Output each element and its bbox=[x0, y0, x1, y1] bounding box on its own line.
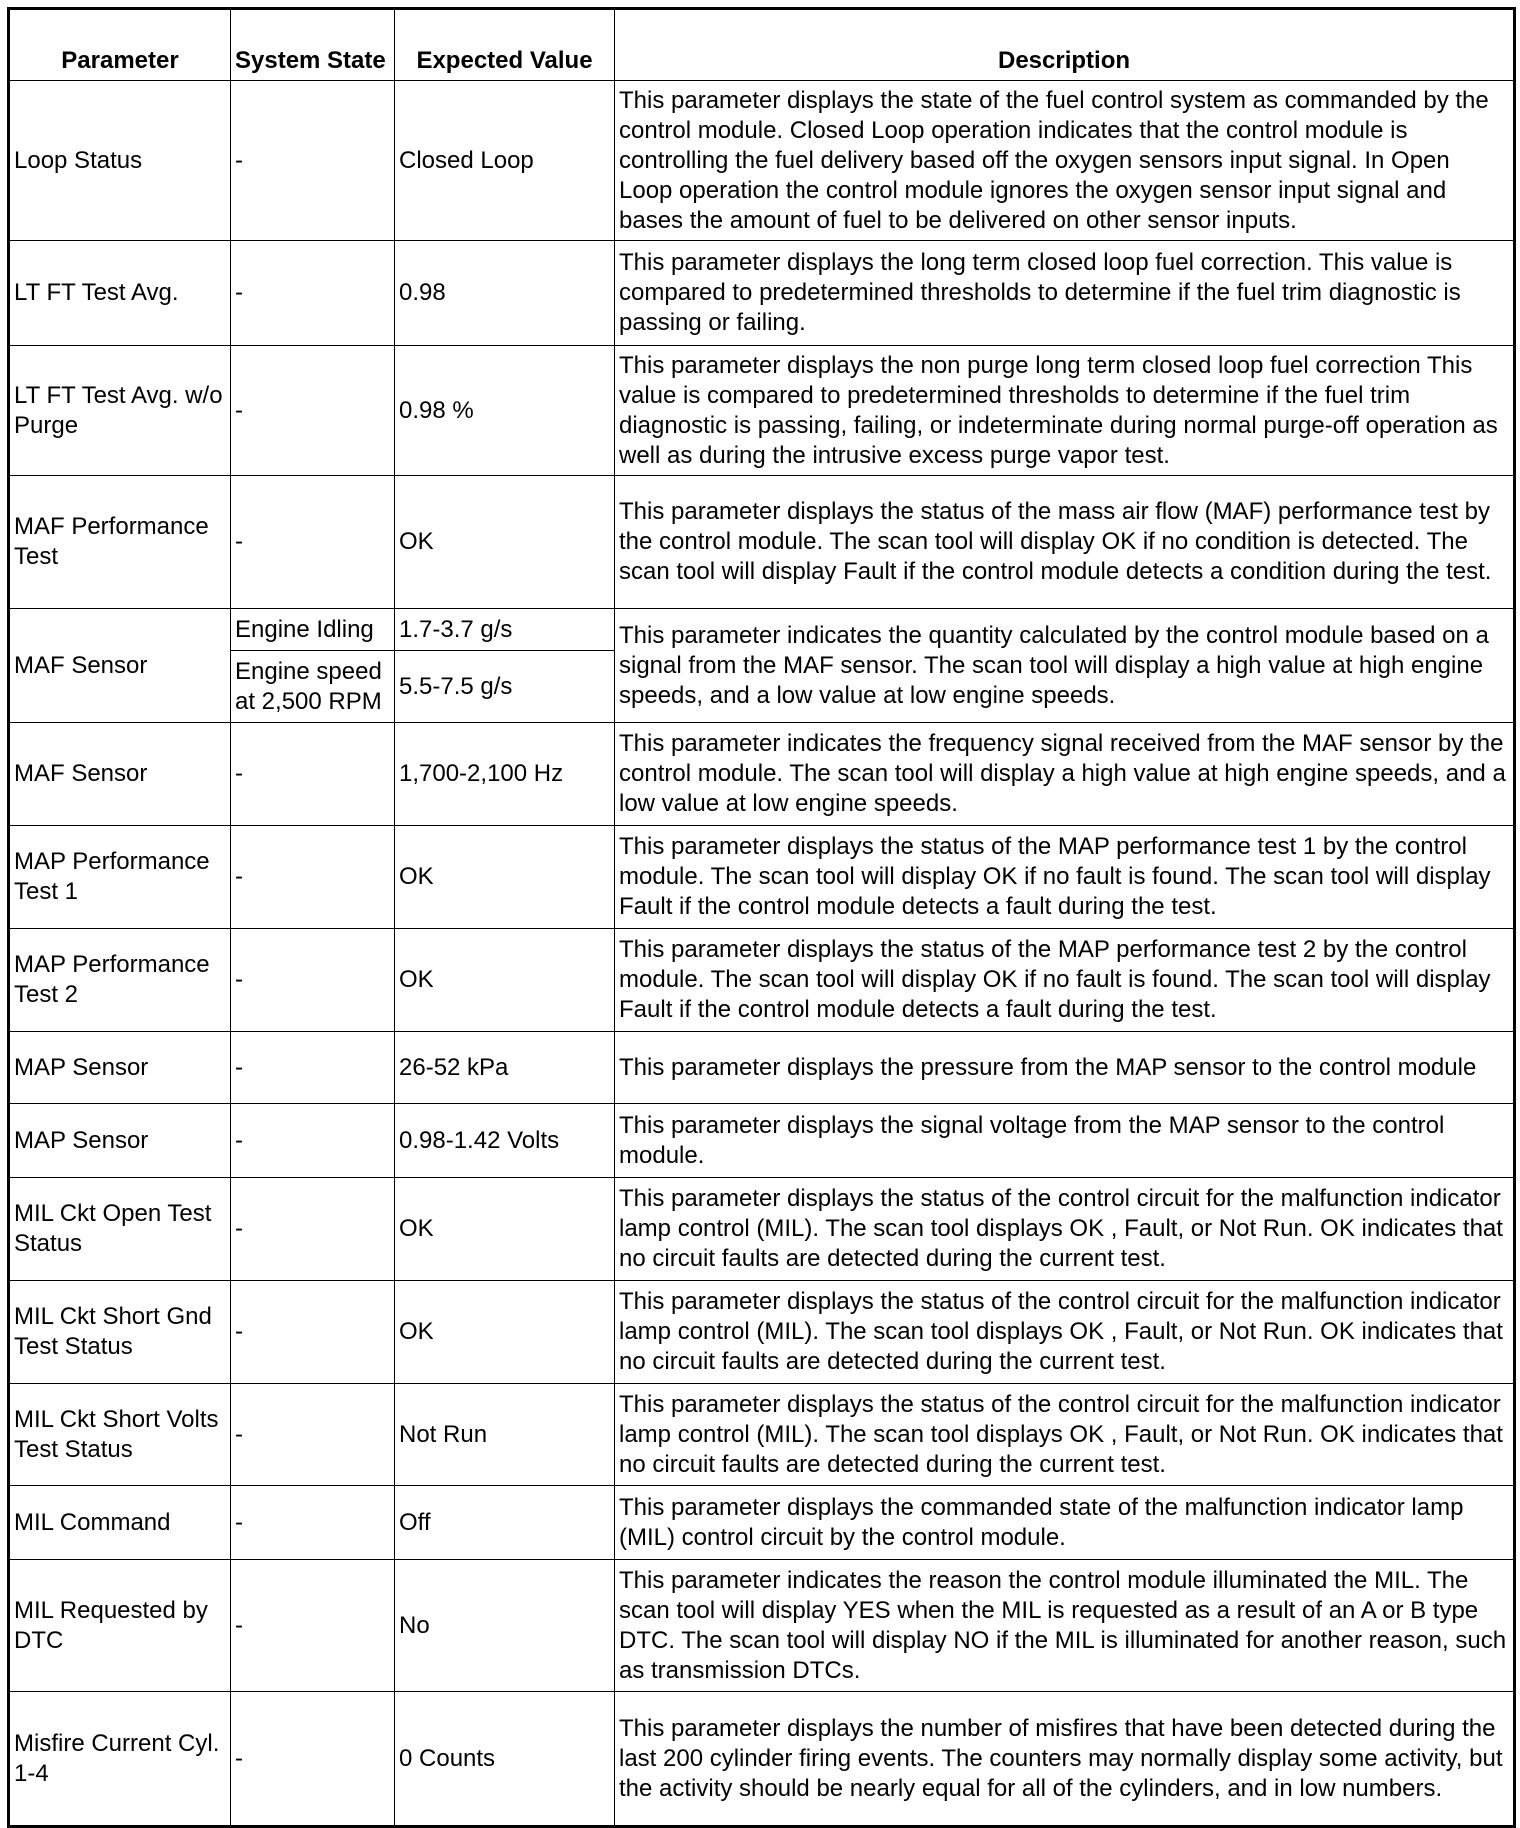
system-state-cell: - bbox=[231, 1384, 395, 1486]
table-row bbox=[9, 1560, 1515, 1692]
expected-value-cell: Not Run bbox=[395, 1384, 615, 1486]
system-state-cell: Engine speed at 2,500 RPM bbox=[231, 651, 395, 723]
expected-value-cell: 0.98 % bbox=[395, 346, 615, 476]
description-cell: This parameter displays the status of the control circuit for the malfunction indicator lamp control (MIL). The scan tool displays OK , Fault, or Not Run. OK indicates that no circuit faults are detected during the current test. bbox=[615, 1384, 1515, 1486]
description-cell: This parameter displays the non purge long term closed loop fuel correction This value is compared to predetermined thresholds to determine if the fuel trim diagnostic is passing, failing, or indeterminate during normal purge-off operation as well as during the intrusive excess purge vapor test. bbox=[615, 346, 1515, 476]
parameter-cell: MIL Ckt Open Test Status bbox=[9, 1178, 231, 1281]
parameter-cell: LT FT Test Avg. w/o Purge bbox=[9, 346, 231, 476]
expected-value-cell: OK bbox=[395, 1178, 615, 1281]
expected-value-cell: Closed Loop bbox=[395, 81, 615, 241]
table-row bbox=[9, 1104, 1515, 1178]
expected-value-cell: 1,700-2,100 Hz bbox=[395, 723, 615, 826]
table-row bbox=[9, 241, 1515, 346]
table-row bbox=[9, 1486, 1515, 1560]
system-state-cell: - bbox=[231, 476, 395, 609]
table-row bbox=[9, 1281, 1515, 1384]
table-row bbox=[9, 476, 1515, 609]
system-state-cell: - bbox=[231, 1486, 395, 1560]
description-cell: This parameter indicates the quantity calculated by the control module based on a signal from the MAF sensor. The scan tool will display a high value at high engine speeds, and a low value at low engine speeds. bbox=[615, 609, 1515, 723]
description-cell: This parameter indicates the reason the control module illuminated the MIL. The scan tool will display YES when the MIL is requested as a result of an A or B type DTC. The scan tool will display NO if the MIL is illuminated for another reason, such as transmission DTCs. bbox=[615, 1560, 1515, 1692]
description-cell: This parameter displays the status of the MAP performance test 2 by the control module. The scan tool will display OK if no fault is found. The scan tool will display Fault if the control module detects a fault during the test. bbox=[615, 929, 1515, 1032]
header-description: Description bbox=[615, 9, 1515, 81]
system-state-cell: Engine Idling bbox=[231, 609, 395, 651]
expected-value-cell: OK bbox=[395, 929, 615, 1032]
system-state-cell: - bbox=[231, 1178, 395, 1281]
parameter-cell: MAP Performance Test 1 bbox=[9, 826, 231, 929]
header-expected-value: Expected Value bbox=[395, 9, 615, 81]
table-row bbox=[9, 609, 1515, 651]
system-state-cell: - bbox=[231, 1560, 395, 1692]
description-cell: This parameter displays the long term closed loop fuel correction. This value is compared to predetermined thresholds to determine if the fuel trim diagnostic is passing or failing. bbox=[615, 241, 1515, 346]
description-cell: This parameter displays the commanded state of the malfunction indicator lamp (MIL) control circuit by the control module. bbox=[615, 1486, 1515, 1560]
expected-value-cell: OK bbox=[395, 1281, 615, 1384]
description-cell: This parameter displays the state of the fuel control system as commanded by the control module. Closed Loop operation indicates that the control module is controlling the fuel delivery based off the oxygen sensors input signal. In Open Loop operation the control module ignores the oxygen sensor input signal and bases the amount of fuel to be delivered on other sensor inputs. bbox=[615, 81, 1515, 241]
table-row bbox=[9, 81, 1515, 241]
expected-value-cell: 0.98-1.42 Volts bbox=[395, 1104, 615, 1178]
parameter-cell: MAF Sensor bbox=[9, 723, 231, 826]
table-row bbox=[9, 1032, 1515, 1104]
header-parameter: Parameter bbox=[9, 9, 231, 81]
table-row bbox=[9, 723, 1515, 826]
expected-value-cell: OK bbox=[395, 476, 615, 609]
description-cell: This parameter displays the status of the control circuit for the malfunction indicator lamp control (MIL). The scan tool displays OK , Fault, or Not Run. OK indicates that no circuit faults are detected during the current test. bbox=[615, 1178, 1515, 1281]
system-state-cell: - bbox=[231, 81, 395, 241]
description-cell: This parameter displays the status of the MAP performance test 1 by the control module. The scan tool will display OK if no fault is found. The scan tool will display Fault if the control module detects a fault during the test. bbox=[615, 826, 1515, 929]
system-state-cell: - bbox=[231, 346, 395, 476]
expected-value-cell: 0 Counts bbox=[395, 1692, 615, 1827]
parameter-table bbox=[7, 7, 1516, 1828]
parameter-cell: LT FT Test Avg. bbox=[9, 241, 231, 346]
expected-value-cell: 26-52 kPa bbox=[395, 1032, 615, 1104]
system-state-cell: - bbox=[231, 1104, 395, 1178]
expected-value-cell: 0.98 bbox=[395, 241, 615, 346]
parameter-cell: Loop Status bbox=[9, 81, 231, 241]
system-state-cell: - bbox=[231, 929, 395, 1032]
system-state-cell: - bbox=[231, 1032, 395, 1104]
table-row bbox=[9, 929, 1515, 1032]
parameter-cell: Misfire Current Cyl. 1-4 bbox=[9, 1692, 231, 1827]
table-row bbox=[9, 826, 1515, 929]
description-cell: This parameter indicates the frequency signal received from the MAF sensor by the control module. The scan tool will display a high value at high engine speeds, and a low value at low engine speeds. bbox=[615, 723, 1515, 826]
description-cell: This parameter displays the signal voltage from the MAP sensor to the control module. bbox=[615, 1104, 1515, 1178]
description-cell: This parameter displays the status of the control circuit for the malfunction indicator lamp control (MIL). The scan tool displays OK , Fault, or Not Run. OK indicates that no circuit faults are detected during the current test. bbox=[615, 1281, 1515, 1384]
table-row bbox=[9, 1178, 1515, 1281]
description-cell: This parameter displays the status of the mass air flow (MAF) performance test by the control module. The scan tool will display OK if no condition is detected. The scan tool will display Fault if the control module detects a condition during the test. bbox=[615, 476, 1515, 609]
parameter-cell: MIL Command bbox=[9, 1486, 231, 1560]
parameter-cell: MIL Requested by DTC bbox=[9, 1560, 231, 1692]
system-state-cell: - bbox=[231, 1692, 395, 1827]
header-system-state: System State bbox=[231, 9, 395, 81]
description-cell: This parameter displays the pressure from the MAP sensor to the control module bbox=[615, 1032, 1515, 1104]
document-page bbox=[7, 7, 1513, 1819]
parameter-cell: MAP Sensor bbox=[9, 1104, 231, 1178]
parameter-cell: MAP Performance Test 2 bbox=[9, 929, 231, 1032]
expected-value-cell: Off bbox=[395, 1486, 615, 1560]
table-row bbox=[9, 1384, 1515, 1486]
parameter-cell: MIL Ckt Short Volts Test Status bbox=[9, 1384, 231, 1486]
expected-value-cell: OK bbox=[395, 826, 615, 929]
parameter-cell: MIL Ckt Short Gnd Test Status bbox=[9, 1281, 231, 1384]
expected-value-cell: 1.7-3.7 g/s bbox=[395, 609, 615, 651]
header-row bbox=[9, 9, 1515, 81]
description-cell: This parameter displays the number of misfires that have been detected during the last 200 cylinder firing events. The counters may normally display some activity, but the activity should be nearly equal for all of the cylinders, and in low numbers. bbox=[615, 1692, 1515, 1827]
system-state-cell: - bbox=[231, 826, 395, 929]
parameter-cell: MAF Performance Test bbox=[9, 476, 231, 609]
parameter-cell: MAP Sensor bbox=[9, 1032, 231, 1104]
expected-value-cell: 5.5-7.5 g/s bbox=[395, 651, 615, 723]
table-row bbox=[9, 346, 1515, 476]
system-state-cell: - bbox=[231, 723, 395, 826]
system-state-cell: - bbox=[231, 241, 395, 346]
table-row bbox=[9, 1692, 1515, 1827]
parameter-cell: MAF Sensor bbox=[9, 609, 231, 723]
system-state-cell: - bbox=[231, 1281, 395, 1384]
expected-value-cell: No bbox=[395, 1560, 615, 1692]
